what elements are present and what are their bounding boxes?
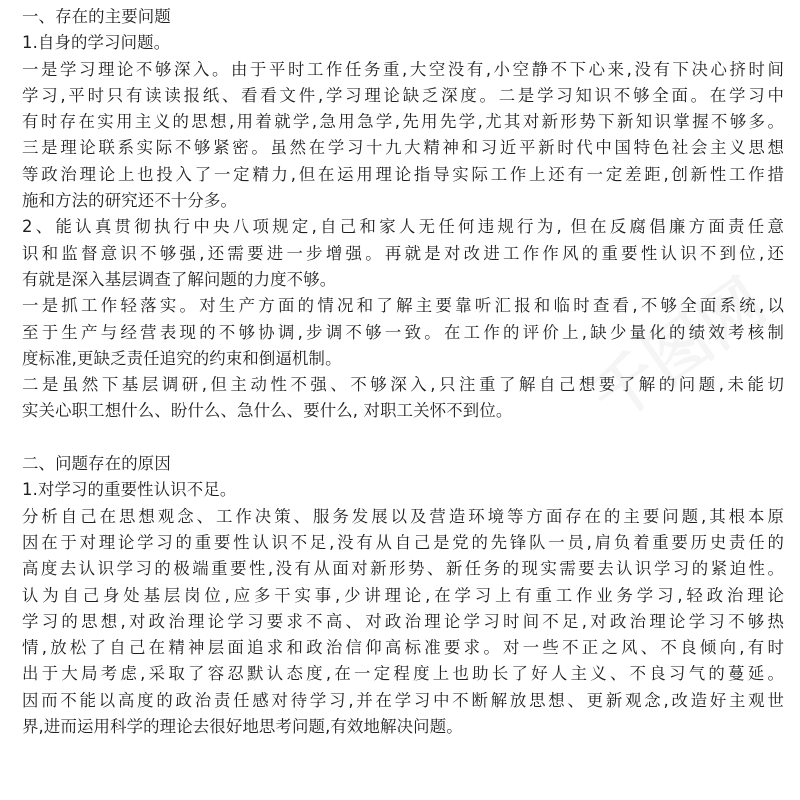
- document-body: [22, 4, 784, 740]
- paragraph-line: 认为自己身处基层岗位,应多干实事,少讲理论,在学习上有重工作业务学习,轻政治理论: [22, 585, 784, 605]
- paragraph-line: 施和方法的研究还不十分多。: [22, 191, 238, 211]
- paragraph-line: 有就是深入基层调查了解问题的力度不够。: [22, 269, 337, 289]
- paragraph-line: 学习的思想,对政治理论学习要求不高、对政治理论学习时间不足,对政治理论学习不够热: [22, 611, 784, 631]
- paragraph-line: 因而不能以高度的政治责任感对待学习,并在学习中不断解放思想、更新观念,改造好主观世: [22, 690, 784, 710]
- paragraph-line: 有时存在实用主义的思想,用着就学,急用急学,先用先学,尤其对新形势下新知识掌握不够多。: [22, 112, 784, 132]
- paragraph-line: 一是抓工作轻落实。对生产方面的情况和了解主要靠听汇报和临时查看,不够全面系统,以: [22, 296, 784, 316]
- subsection-title: 1.自身的学习问题。: [22, 33, 171, 53]
- paragraph-line: 一是学习理论不够深入。由于平时工作任务重,大空没有,小空静不下心来,没有下决心挤时间: [22, 59, 784, 79]
- section-heading: 一、存在的主要问题: [22, 7, 171, 26]
- paragraph-line: 高度去认识学习的极端重要性,没有从面对新形势、新任务的现实需要去认识学习的紧迫性。: [22, 559, 784, 579]
- section-heading: 二、问题存在的原因: [22, 454, 171, 474]
- subsection-title: 1.对学习的重要性认识不足。: [22, 480, 237, 500]
- paragraph-line: 学习,平时只有读读报纸、看看文件,学习理论缺乏深度。二是学习知识不够全面。在学习中: [22, 85, 784, 105]
- paragraph-line: 分析自己在思想观念、工作决策、服务发展以及营造环境等方面存在的主要问题,其根本原: [22, 506, 784, 526]
- paragraph-line: 识和监督意识不够强,还需要进一步增强。再就是对改进工作作风的重要性认识不到位,还: [22, 243, 784, 263]
- paragraph-line: 因在于对理论学习的重要性认识不足,没有从自己是党的先锋队一员,肩负着重要历史责任的: [22, 532, 784, 552]
- paragraph-line: 至于生产与经营表现的不够协调,步调不够一致。在工作的评价上,缺少量化的绩效考核制: [22, 322, 784, 342]
- paragraph-line: 出于大局考虑,采取了容忍默认态度,在一定程度上也助长了好人主义、不良习气的蔓延。: [22, 664, 784, 684]
- paragraph-line: 二是虽然下基层调研,但主动性不强、不够深入,只注重了解自己想要了解的问题,未能切: [22, 375, 784, 395]
- paragraph-line: 情,放松了自己在精神层面追求和政治信仰高标准要求。对一些不正之风、不良倾向,有时: [22, 638, 784, 658]
- paragraph-line: 三是理论联系实际不够紧密。虽然在学习十九大精神和习近平新时代中国特色社会主义思想: [22, 138, 784, 158]
- blank-line: [22, 425, 784, 451]
- paragraph-line: 度标准,更缺乏责任追究的约束和倒逼机制。: [22, 348, 342, 368]
- paragraph-line: 实关心职工想什么、盼什么、急什么、要什么, 对职工关怀不到位。: [22, 401, 513, 421]
- paragraph-line: 2、能认真贯彻执行中央八项规定,自己和家人无任何违规行为, 但在反腐倡廉方面责任意: [22, 217, 784, 237]
- paragraph-line: 界,进而运用科学的理论去很好地思考问题,有效地解决问题。: [22, 717, 463, 737]
- paragraph-line: 等政治理论上也投入了一定精力,但在运用理论指导实际工作上还有一定差距,创新性工作措: [22, 164, 784, 184]
